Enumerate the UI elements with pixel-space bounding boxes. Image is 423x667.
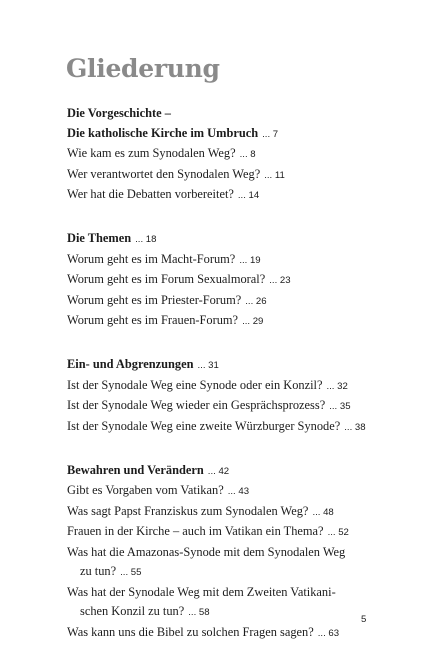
toc-entry-text: schen Konzil zu tun? (80, 604, 185, 618)
toc-section (67, 461, 407, 644)
toc-entry-text: Ist der Synodale Weg wieder ein Gesprächsprozess? (67, 398, 326, 412)
toc-page-reference: ... 32 (326, 380, 348, 392)
toc-entry (67, 311, 407, 332)
toc-page-reference: ... 18 (135, 234, 157, 245)
toc-entry-text: Ein- und Abgrenzungen (67, 357, 194, 371)
toc-entry-text: Wer verantwortet den Synodalen Weg? (67, 166, 261, 181)
toc-entry-text: Worum geht es im Frauen-Forum? (67, 313, 239, 327)
toc-entry (67, 562, 407, 583)
toc-entry-text: Was sagt Papst Franziskus zum Synodalen Weg? (67, 503, 309, 518)
toc-entry (67, 602, 407, 623)
toc-entry (67, 144, 407, 165)
toc-entry (67, 623, 407, 644)
page-title: Gliederung (66, 54, 220, 83)
toc-entry-text: Wie kam es zum Synodalen Weg? (67, 146, 236, 160)
toc-entry (67, 185, 407, 206)
page-number: 5 (361, 614, 367, 625)
toc-entry (67, 522, 407, 543)
toc-entry (67, 165, 407, 186)
toc-entry (67, 481, 407, 502)
toc-entry-text: Die Vorgeschichte – (67, 106, 171, 120)
toc-page-reference: ... 7 (262, 128, 279, 140)
toc-page-reference: ... 26 (245, 295, 267, 307)
toc-entry-text: Gibt es Vorgaben vom Vatikan? (67, 483, 224, 497)
toc-entry-text: Ist der Synodale Weg eine zweite Würzburger Synode? (67, 418, 341, 433)
toc-page-reference: ... 11 (264, 169, 285, 181)
table-of-contents (67, 104, 407, 667)
toc-entry-text: Frauen in der Kirche – auch im Vatikan ein Thema? (67, 524, 324, 538)
toc-entry-text: Was hat die Amazonas-Synode mit dem Synodalen Weg (67, 544, 346, 559)
toc-page-reference: ... 31 (197, 360, 219, 371)
toc-page-reference: ... 55 (120, 567, 142, 578)
toc-page-reference: ... 23 (269, 275, 291, 286)
toc-entry (67, 291, 407, 312)
toc-entry-text: Worum geht es im Forum Sexualmoral? (67, 272, 266, 286)
toc-section (67, 104, 407, 206)
toc-chapter-heading (67, 124, 407, 145)
toc-entry (67, 583, 407, 603)
toc-entry-text: zu tun? (80, 564, 117, 578)
toc-entry-text: Wer hat die Debatten vorbereitet? (67, 187, 234, 201)
toc-page-reference: ... 63 (317, 627, 340, 639)
toc-entry-text: Worum geht es im Priester-Forum? (67, 292, 242, 307)
toc-entry (67, 502, 407, 523)
toc-chapter-heading (67, 229, 407, 250)
toc-section (67, 229, 407, 332)
toc-page-reference: ... 14 (237, 190, 260, 201)
toc-entry-text: Die Themen (67, 231, 132, 245)
toc-entry (67, 543, 407, 563)
toc-page-reference: ... 43 (227, 486, 250, 497)
toc-entry (67, 396, 407, 417)
toc-page-reference: ... 35 (329, 401, 351, 412)
toc-entry-text: Worum geht es im Macht-Forum? (67, 251, 236, 266)
toc-page-reference: ... 8 (239, 149, 256, 160)
toc-page-reference: ... 52 (327, 527, 349, 538)
toc-entry (67, 270, 407, 291)
toc-page-reference: ... 29 (242, 316, 264, 327)
toc-page-reference: ... 19 (239, 254, 261, 266)
toc-entry-text: Bewahren und Verändern (67, 462, 204, 477)
toc-page-reference: ... 48 (312, 506, 334, 518)
toc-entry (67, 250, 407, 271)
toc-entry-text: Ist der Synodale Weg eine Synode oder ein Konzil? (67, 377, 323, 392)
toc-chapter-heading (67, 461, 407, 482)
toc-entry-text: Was hat der Synodale Weg mit dem Zweiten Vatikani- (67, 584, 336, 599)
toc-entry (67, 417, 407, 438)
toc-page-reference: ... 42 (207, 465, 230, 477)
toc-page-reference: ... 58 (188, 607, 210, 618)
toc-page-reference: ... 38 (344, 421, 366, 433)
toc-section (67, 355, 407, 437)
toc-entry-text: Die katholische Kirche im Umbruch (67, 125, 259, 140)
toc-entry-text: Was kann uns die Bibel zu solchen Fragen sagen? (67, 624, 314, 639)
toc-entry (67, 376, 407, 397)
toc-chapter-heading (67, 104, 407, 124)
toc-chapter-heading (67, 355, 407, 376)
